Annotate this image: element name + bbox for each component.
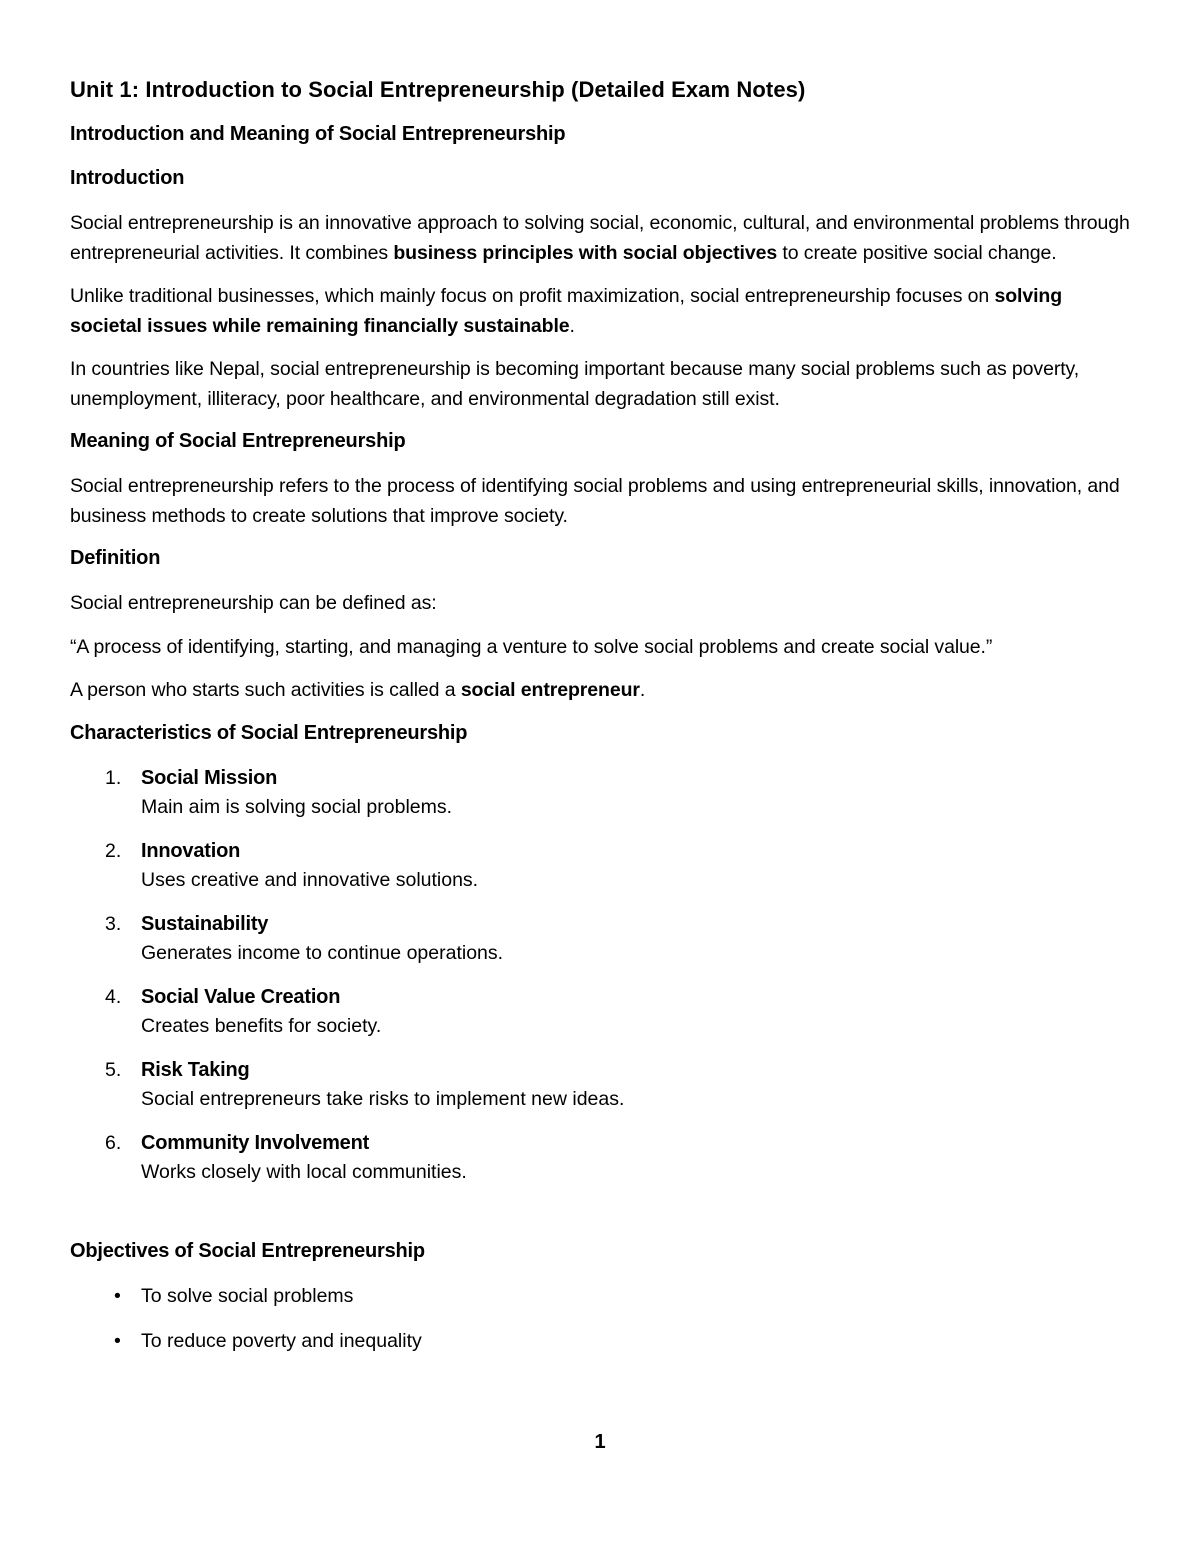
- list-item-description: Uses creative and innovative solutions.: [141, 869, 479, 891]
- list-item: [70, 837, 1130, 896]
- list-item-description: Main aim is solving social problems.: [141, 796, 453, 818]
- bullet-icon: •: [114, 1330, 121, 1352]
- list-item-description: Social entrepreneurs take risks to implement new ideas.: [141, 1088, 625, 1110]
- characteristics-list: [70, 764, 1130, 1188]
- meaning-paragraph: Social entrepreneurship refers to the process of identifying social problems and using entrepreneurial skills, innovation, and business methods to create solutions that improve society.: [70, 475, 1120, 527]
- list-item-description: Generates income to continue operations.: [141, 942, 504, 964]
- text-segment: A person who starts such activities is called a: [70, 679, 461, 701]
- list-item-title: Social Mission: [141, 766, 278, 789]
- text-segment: .: [569, 314, 575, 337]
- objectives-list: [70, 1282, 1130, 1357]
- list-item: [70, 1282, 1130, 1312]
- section-heading: Introduction and Meaning of Social Entrepreneurship: [70, 123, 566, 145]
- list-number: 1.: [105, 766, 122, 789]
- list-item: [70, 983, 1130, 1042]
- bullet-icon: •: [114, 1284, 121, 1307]
- definition-quote: “A process of identifying, starting, and managing a venture to solve social problems and create social value.”: [70, 635, 993, 658]
- list-number: 5.: [105, 1058, 122, 1081]
- list-number: 6.: [105, 1131, 122, 1154]
- page-number: 1: [594, 1431, 606, 1453]
- introduction-paragraph-3: In countries like Nepal, social entrepreneurship is becoming important because many social problems such as poverty, unemployment, illiteracy, poor healthcare, and environmental degradation still exist.: [70, 358, 1080, 410]
- meaning-heading: Meaning of Social Entrepreneurship: [70, 430, 406, 452]
- bold-text: social entrepreneur: [460, 679, 640, 701]
- text-segment: Unlike traditional businesses, which mainly focus on profit maximization, social entrepreneurship focuses on: [70, 285, 995, 307]
- list-item: [70, 764, 1130, 823]
- list-number: 3.: [105, 912, 122, 935]
- definition-intro: Social entrepreneurship can be defined as:: [70, 592, 437, 614]
- list-item-title: Community Involvement: [141, 1131, 370, 1154]
- text-segment: .: [639, 679, 646, 701]
- list-number: 4.: [105, 985, 122, 1008]
- list-item-description: Works closely with local communities.: [141, 1161, 467, 1183]
- introduction-paragraph-1: [70, 209, 1130, 268]
- definition-heading: Definition: [70, 547, 161, 569]
- list-item-title: Risk Taking: [141, 1058, 250, 1081]
- bold-text: solving societal issues while remaining financially sustainable: [70, 285, 1063, 337]
- text-segment: to create positive social change.: [777, 241, 1057, 264]
- objectives-heading: Objectives of Social Entrepreneurship: [70, 1239, 425, 1262]
- list-item: [70, 1327, 1130, 1357]
- list-item-title: Social Value Creation: [141, 985, 341, 1008]
- text-segment: Social entrepreneurship is an innovative approach to solving social, economic, cultural, and environmental problems through entrepreneurial activities. It combines: [70, 212, 1130, 264]
- page-content: [70, 76, 1130, 1373]
- document-title: Unit 1: Introduction to Social Entrepreneurship (Detailed Exam Notes): [70, 77, 806, 102]
- list-number: 2.: [105, 839, 122, 862]
- list-item: [70, 1129, 1130, 1188]
- list-item-title: Sustainability: [141, 912, 269, 935]
- characteristics-heading: Characteristics of Social Entrepreneurship: [70, 721, 468, 744]
- list-item: [70, 910, 1130, 969]
- introduction-heading: Introduction: [70, 167, 185, 189]
- spacer: [70, 1202, 1130, 1238]
- list-item-text: To reduce poverty and inequality: [141, 1330, 422, 1352]
- bold-text: business principles with social objectives: [393, 241, 778, 264]
- list-item-title: Innovation: [141, 839, 241, 862]
- list-item-description: Creates benefits for society.: [141, 1015, 382, 1037]
- list-item: [70, 1056, 1130, 1115]
- definition-paragraph-3: [70, 676, 1130, 706]
- introduction-paragraph-2: [70, 282, 1130, 341]
- list-item-text: To solve social problems: [141, 1284, 354, 1307]
